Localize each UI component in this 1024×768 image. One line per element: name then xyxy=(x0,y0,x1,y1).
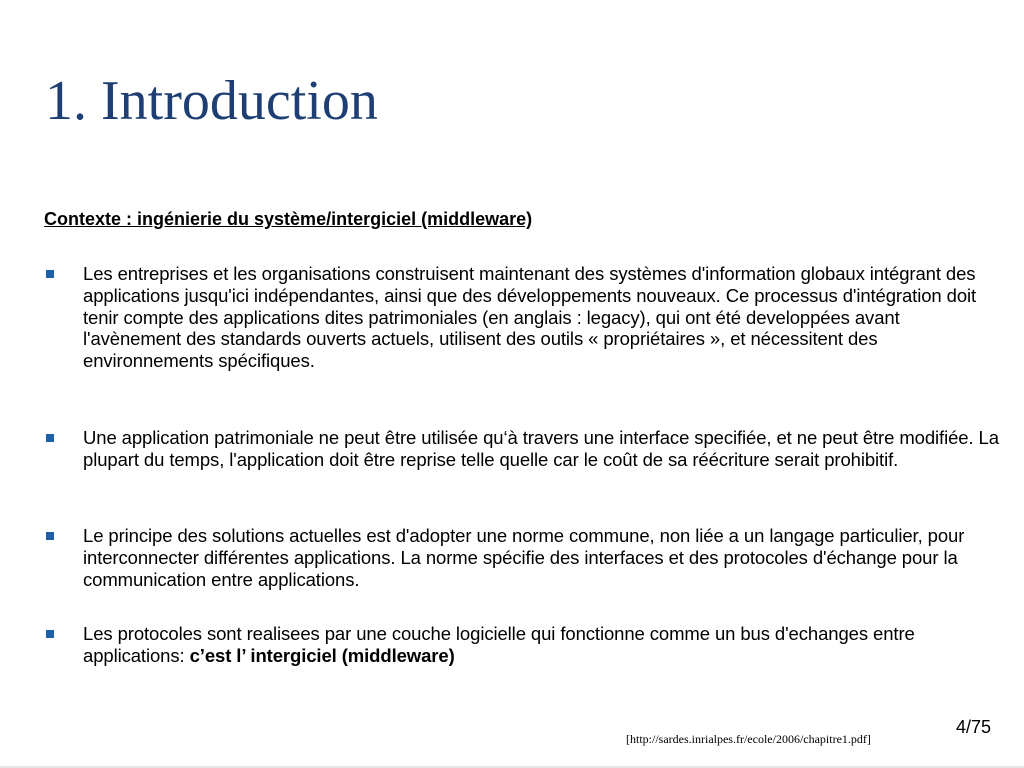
bullet-text-4-emphasis: c’est l’ intergiciel (middleware) xyxy=(189,644,455,666)
square-bullet-icon xyxy=(46,434,54,442)
bullet-item-1 xyxy=(44,263,999,372)
source-reference: [http://sardes.inrialpes.fr/ecole/2006/chapitre1.pdf] xyxy=(626,732,871,746)
bullet-item-3 xyxy=(44,525,999,590)
section-heading: Contexte : ingénierie du système/intergiciel (middleware) xyxy=(44,209,533,229)
slide-title: 1. Introduction xyxy=(45,70,378,132)
bullet-text-3: Le principe des solutions actuelles est d'adopter une norme commune, non liée a un langage particulier, pour interconnecter différentes applications. La norme spécifie des interfaces et des protocoles d'échange pour la communication entre applications. xyxy=(83,525,965,590)
bullet-text-1: Les entreprises et les organisations construisent maintenant des systèmes d'information globaux intégrant des applications jusqu'ici indépendantes, ainsi que des développements nouveaux. Ce processus d'intégration doit tenir compte des applications dites patrimoniales (en anglais : legacy), qui ont été developpées avant l'avènement des standards ouverts actuels, utilisent des outils « propriétaires », et nécessitent des environnements spécifiques. xyxy=(83,263,977,372)
square-bullet-icon xyxy=(46,532,54,540)
bullet-text-4 xyxy=(83,623,999,667)
square-bullet-icon xyxy=(46,630,54,638)
page-number: 4/75 xyxy=(955,717,991,737)
bullet-item-2 xyxy=(44,427,999,471)
bullet-text-4-plain: Les protocoles sont realisees par une couche logicielle qui fonctionne comme un bus d'echanges entre applications: xyxy=(83,623,915,666)
bullet-text-2: Une application patrimoniale ne peut être utilisée qu‘à travers une interface specifiée, et ne peut être modifiée. La plupart du temps, l'application doit être reprise telle quelle car le coût de sa réécriture serait prohibitif. xyxy=(83,427,999,470)
bullet-item-4 xyxy=(44,623,999,667)
square-bullet-icon xyxy=(46,270,54,278)
